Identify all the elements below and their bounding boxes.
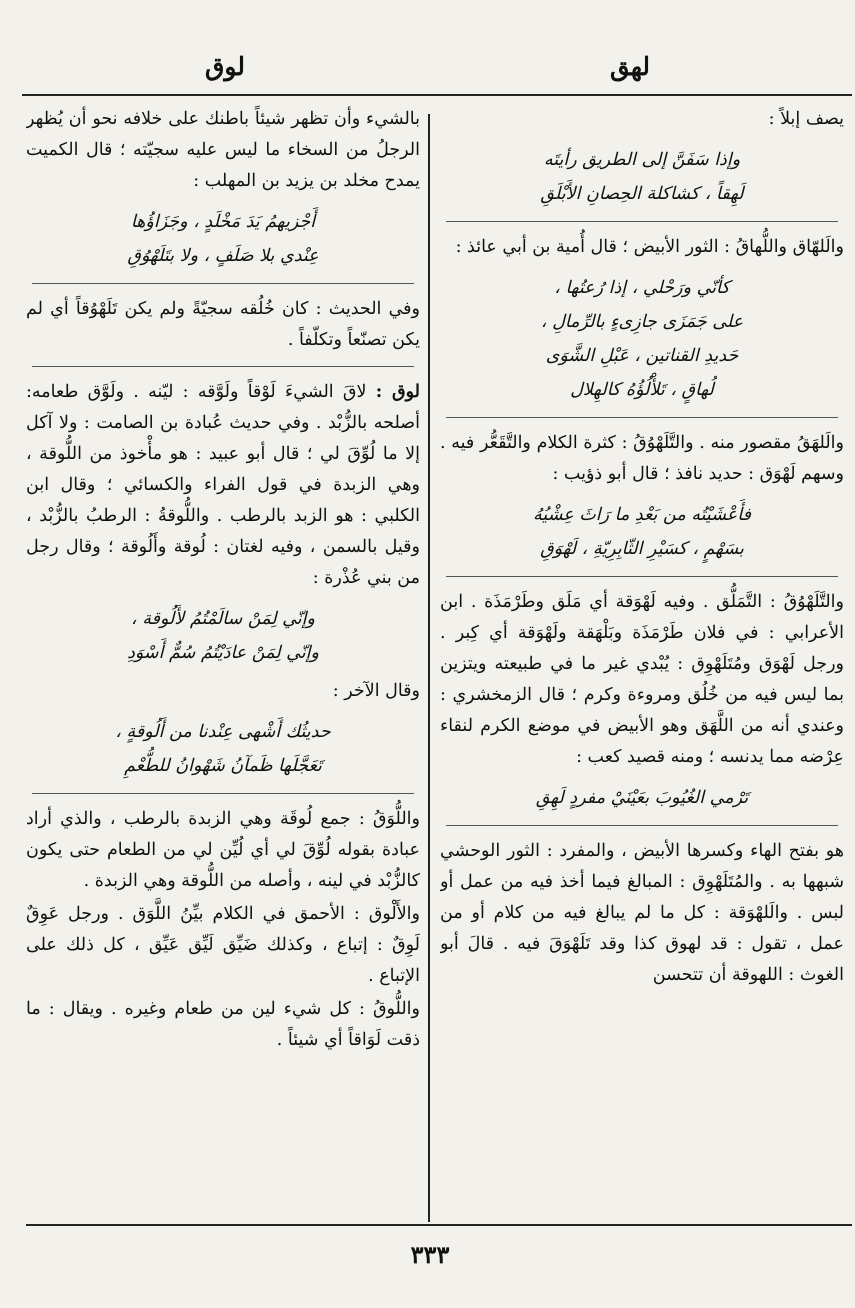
paragraph xyxy=(26,676,420,707)
paragraph-text: والَلهَقُ مقصور منه . والتَّلَهْوُقُ : كثرة الكلام والتَّقَعُّر فيه . وسهم لَهْوَق : حديد نافذ ؛ قال أبو ذؤيب : xyxy=(440,433,844,484)
paragraph xyxy=(440,232,844,263)
paragraph-text: وفي الحديث : كان خُلُقه سجيّةً ولم يكن تَلَهْوُقاً أي لم يكن تصنّعاً وتكلّفاً . xyxy=(26,299,420,350)
left-column xyxy=(26,104,420,1220)
paragraph-text: يصف إبلاً : xyxy=(768,109,844,129)
page-number: ٣٣٣ xyxy=(410,1240,450,1269)
paragraph xyxy=(26,994,420,1056)
paragraph-text: والتَّلَهْوُقُ : التَّمَلُّق . وفيه لَهْوَقة أي مَلَق وطَرْمَذَة . ابن الأعرابي : في فلان طَرْمَذَة وبَلْهَقة ولَهْوَقة أي كِبر . ورجل لَهْوَق ومُتَلَهْوِق : يُبْدي غير ما في طبيعته ويتزين بما ليس فيه من خُلُق ومروءة وكرم ؛ قال الزمخشري : وعندي أنه من اللَّهَق وهو الأبيض في موضع الكرم لنقاء عِرْضه مما يدنسه ؛ ومنه قصيد كعب : xyxy=(440,592,844,767)
paragraph xyxy=(26,377,420,594)
verse-line: لَهِقاً ، كشاكلة الحِصانِ الأَبْلَقِ xyxy=(540,184,744,204)
paragraph-text: وقال الآخر : xyxy=(332,681,420,701)
verse-block xyxy=(26,205,420,273)
paragraph xyxy=(440,836,844,991)
verse-line: لُهاقٍ ، تَلأْلُؤُهُ كالهِلال xyxy=(570,380,714,400)
header-root-right: لهق xyxy=(610,52,650,81)
verse-block xyxy=(440,498,844,566)
verse-line: على جَمَزَى جازِىءٍ بالرِّمالِ ، xyxy=(540,312,744,332)
verse-line: عِنْدي بلا صَلَفٍ ، ولا بتَلَهْوُقِ xyxy=(127,246,319,266)
paragraph-text: بالشيء وأن تظهر شيئاً باطنك على خلافه نحو أن يُظهر الرجلُ من السخاء ما ليس عليه سجيّته ؛ قال الكميت يمدح مخلد بن يزيد بن المهلب : xyxy=(26,109,420,191)
paragraph-text: واللُّوَقُ : جمع لُوقَة وهي الزبدة بالرطب ، والذي أراد عبادة بقوله لُوِّقَ لي أي لُيِّن لي من الطعام حتى يكون كالزُّبْد في لينه ، وأصله من اللُّوقة وهي الزبدة . xyxy=(26,809,420,891)
verse-line: وإنّي لِمَنْ عادَيْتُمُ سُمٌّ أَسْوَدِ xyxy=(127,643,319,663)
section-separator xyxy=(32,793,414,794)
right-column xyxy=(440,104,844,1220)
verse-block xyxy=(26,715,420,783)
column-divider xyxy=(428,114,430,1222)
verse-block xyxy=(440,271,844,407)
verse-line: حديثُك أَشْهى عِنْدنا من أَلُوقةٍ ، xyxy=(115,722,331,742)
header-rule xyxy=(22,94,852,96)
entry-headword: لوق : xyxy=(375,382,420,402)
section-separator xyxy=(32,366,414,367)
footer-rule xyxy=(26,1224,852,1226)
verse-block xyxy=(440,781,844,815)
verse-line: بسَهْمٍ ، كسَيْرِ الثّابِرِيّةِ ، لَهْوَقِ xyxy=(540,539,744,559)
section-separator xyxy=(446,825,838,826)
header-root-left: لوق xyxy=(205,52,245,81)
verse-line: فأَعْشَيْتُه من بَعْدِ ما رَاثَ عِشْيُهُ xyxy=(533,505,751,525)
section-separator xyxy=(446,417,838,418)
paragraph-text: لاقَ الشيءَ لَوْقاً ولَوَّقه : ليّنه . ولَوَّق طعامه: أصلحه بالزُّبْد . وفي حديث عُبادة بن الصامت : ولا آكل إلا ما لُوِّقَ لي ؛ قال أبو عبيد : هو مأْخوذ من اللُّوقة ، وهي الزبدة في قول الفراء والكسائي ؛ وقال ابن الكلبي : هو الزبد بالرطب . واللُّوقةُ : الرطبُ بالزُّبْد ، وقيل بالسمن ، وفيه لغتان : لُوقة وأَلُوقة ؛ وقال رجل من بني عُذْرة : xyxy=(26,382,420,588)
paragraph xyxy=(440,104,844,135)
verse-block xyxy=(26,602,420,670)
paragraph-text: واللُّوقُ : كل شيء لين من طعام وغيره . ويقال : ما ذقت لَوَاقاً أي شيئاً . xyxy=(26,999,420,1050)
section-separator xyxy=(446,221,838,222)
paragraph xyxy=(26,804,420,897)
paragraph-text: هو بفتح الهاء وكسرها الأبيض ، والمفرد : الثور الوحشي شبهها به . والمُتَلَهْوِق : المبالغ فيما أخذ فيه من عمل أو لبس . والَلهْوَقة : كل ما لم يبالغ فيه من كلام أو من عمل ، تقول : قد لهوق كذا وقد تَلَهْوَقَ فيه . قالَ أبو الغوث : اللهوقة أن تتحسن xyxy=(440,841,844,985)
verse-line: حَديدِ القناتين ، عَبْلِ الشَّوَى xyxy=(545,346,739,366)
verse-line: أَجْزيهمُ يَدَ مَخْلَدٍ ، وجَزَاؤُها xyxy=(130,212,316,232)
verse-block xyxy=(440,143,844,211)
paragraph xyxy=(440,428,844,490)
paragraph xyxy=(440,587,844,773)
paragraph-text: والأَلْوق : الأحمق في الكلام بيِّنُ اللَّوَق . ورجل عَوِقٌ لَوِقٌ : إتباع ، وكذلك ضَيِّق لَيِّق عَيِّق ، كل ذلك على الإتباع . xyxy=(26,904,420,986)
verse-line: تَرْمي الغُيُوبَ بعَيْنَيْ مفردٍ لَهِقِ xyxy=(535,788,749,808)
verse-line: وإنّي لِمَنْ سالَمْتُمُ لأَلُوقة ، xyxy=(131,609,315,629)
verse-line: كأنّي ورَحْلي ، إذا رُعتُها ، xyxy=(554,278,730,298)
section-separator xyxy=(32,283,414,284)
verse-line: تَعَجَّلَها ظَمآنُ شَهْوانُ للطُّعْمِ xyxy=(124,756,322,776)
paragraph xyxy=(26,104,420,197)
paragraph xyxy=(26,899,420,992)
paragraph-text: والَلهّاق واللُّهاقُ : الثور الأبيض ؛ قال أُمية بن أبي عائذ : xyxy=(455,237,844,257)
paragraph xyxy=(26,294,420,356)
verse-line: وإذا سَفَنَّ إلى الطريق رأيتَه xyxy=(543,150,741,170)
section-separator xyxy=(446,576,838,577)
